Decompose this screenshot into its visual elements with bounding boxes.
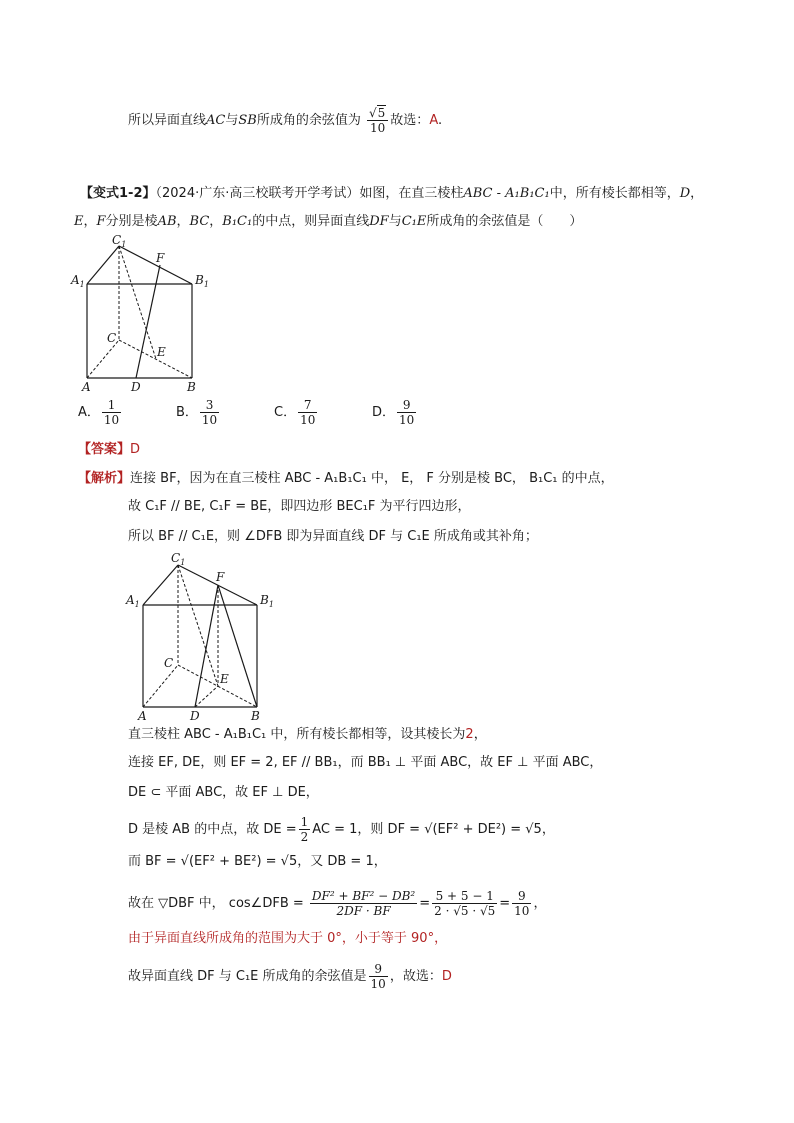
choice: A — [429, 113, 438, 128]
prev-answer-line — [128, 106, 442, 135]
label-c: C — [107, 331, 117, 345]
option-key: D． — [372, 405, 396, 420]
den: 10 — [103, 413, 120, 427]
analysis-line-9 — [128, 889, 546, 918]
num: 9 — [512, 889, 531, 904]
num: DF² + BF² − DB² — [311, 889, 416, 903]
analysis-line-7 — [128, 815, 555, 844]
math-e: E — [74, 214, 84, 229]
fraction-cosine-values — [432, 889, 497, 918]
label-b1: $B_1$ — [195, 273, 209, 289]
math-prism: ABC - A₁B₁C₁ — [463, 186, 550, 201]
edge-ac — [143, 665, 178, 707]
num: 1 — [300, 815, 309, 829]
fraction-sqrt5-over-10: $\frac{√5}{10}$ — [367, 106, 388, 135]
analysis-line-11 — [128, 962, 452, 991]
label-d: D — [131, 380, 141, 394]
math-sb: SB — [238, 113, 257, 128]
den: 10 — [399, 413, 415, 427]
text: 故 C₁F // BE, C₁F = BE，即四边形 BEC₁F 为平行四边形， — [128, 499, 471, 514]
fraction-result — [512, 889, 531, 918]
label-b1: $B_1$ — [260, 593, 274, 609]
text: 如图，在直三棱柱 — [359, 186, 464, 201]
edge-a1c1 — [143, 565, 178, 605]
option-key: C． — [274, 405, 297, 420]
option-b[interactable] — [176, 398, 221, 427]
text: ， — [209, 214, 223, 229]
option-key: B． — [176, 405, 198, 420]
label-c: C — [164, 656, 174, 670]
label-a1: $A_1$ — [126, 593, 140, 609]
edge-cb — [119, 340, 192, 378]
analysis-tag: 【解析】 — [78, 471, 131, 486]
edge-length: 2 — [465, 727, 474, 742]
den: 2 — [300, 830, 309, 844]
analysis-line-5 — [128, 753, 602, 773]
text: ， — [83, 214, 97, 229]
label-a1: $A_1$ — [71, 273, 85, 289]
answer-tag: 【答案】 — [78, 442, 131, 457]
option-fraction — [397, 398, 416, 427]
option-fraction — [298, 398, 317, 427]
text: = — [499, 896, 511, 911]
math-d: D — [679, 186, 691, 201]
text: 中，所有棱长都相等， — [549, 186, 680, 201]
den: 2DF · BF — [336, 904, 391, 918]
final-choice: D — [441, 969, 452, 984]
label-e: E — [157, 345, 166, 359]
label-c1: $C_1$ — [171, 551, 186, 567]
option-key: A． — [78, 405, 100, 420]
text: ， — [176, 214, 190, 229]
text: 由于异面直线所成角的范围为大于 0°，小于等于 90°， — [128, 931, 448, 946]
math-ac: AC — [206, 113, 226, 128]
text: DE ⊂ 平面 ABC，故 EF ⊥ DE， — [128, 785, 319, 800]
math-df: DF — [369, 214, 389, 229]
text: 分别是棱 — [105, 214, 158, 229]
option-fraction — [200, 398, 219, 427]
num: 9 — [397, 398, 416, 413]
analysis-line-6 — [128, 783, 319, 803]
segment-df — [136, 265, 160, 378]
text: ，故选： — [389, 969, 442, 984]
math-c1e: C₁E — [401, 214, 427, 229]
text: 与 — [225, 113, 239, 128]
text: 故在 ▽DBF 中， cos∠DFB = — [128, 896, 304, 911]
problem-line-1 — [80, 184, 703, 204]
den: 10 — [370, 121, 386, 135]
analysis-line-1 — [78, 469, 614, 489]
edge-ac — [87, 340, 119, 378]
label-c1: $C_1$ — [112, 233, 127, 249]
den: 2 · √5 · √5 — [434, 904, 496, 918]
problem-line-2 — [74, 212, 582, 232]
fraction-half — [299, 815, 311, 844]
text: 故异面直线 DF 与 C₁E 所成角的余弦值是 — [128, 969, 367, 984]
prism-figure-1 — [70, 232, 210, 394]
analysis-line-3 — [128, 527, 538, 547]
label-b: B — [187, 380, 196, 394]
text: ， — [473, 727, 487, 742]
label-a: A — [82, 380, 91, 394]
text: 而 BF = √(EF² + BE²) = √5，又 DB = 1， — [128, 854, 387, 869]
text: 直三棱柱 ABC - A₁B₁C₁ 中，所有棱长都相等，设其棱长为 — [128, 727, 466, 742]
text: 的中点，则异面直线 — [252, 214, 370, 229]
fraction-cosine-formula — [310, 889, 417, 918]
num: 5 + 5 − 1 — [432, 889, 497, 904]
text: 连接 BF，因为在直三棱柱 ABC - A₁B₁C₁ 中， E， F 分别是棱 BC， B₁C₁ 的中点， — [130, 471, 614, 486]
label-f: F — [156, 251, 165, 265]
text: 所成角的余弦值为 — [256, 113, 361, 128]
option-c[interactable] — [274, 398, 319, 427]
text: 所以异面直线 — [128, 113, 207, 128]
label-b: B — [251, 709, 260, 722]
den: 10 — [370, 977, 386, 991]
label-a: A — [138, 709, 147, 722]
option-fraction — [102, 398, 121, 427]
analysis-line-2 — [128, 497, 471, 517]
text: 与 — [388, 214, 402, 229]
analysis-line-10 — [128, 929, 447, 949]
text: 连接 EF, DE，则 EF = 2, EF // BB₁，而 BB₁ ⊥ 平面 ABC，故 EF ⊥ 平面 ABC， — [128, 755, 603, 770]
math-bc: BC — [189, 214, 210, 229]
problem-source: （2024·广东·高三校联考开学考试） — [155, 186, 360, 201]
text: D 是棱 AB 的中点，故 DE = — [128, 822, 297, 837]
option-a[interactable] — [78, 398, 123, 427]
label-d: D — [190, 709, 200, 722]
fraction-final — [369, 962, 388, 991]
text: ， — [533, 896, 547, 911]
problem-tag: 【变式1-2】 — [80, 186, 156, 201]
den: 10 — [300, 413, 316, 427]
den: 10 — [514, 904, 530, 918]
math-b1c1: B₁C₁ — [222, 214, 253, 229]
text: ， — [690, 186, 704, 201]
analysis-line-8 — [128, 852, 387, 872]
num: 1 — [102, 398, 121, 413]
segment-bf — [218, 585, 257, 707]
num: 3 — [200, 398, 219, 413]
edge-a1c1 — [87, 246, 119, 284]
text: 所以 BF // C₁E，则 ∠DFB 即为异面直线 DF 与 C₁E 所成角或其补角； — [128, 529, 538, 544]
text: 所成角的余弦值是（ ） — [426, 214, 583, 229]
text: . — [437, 113, 443, 128]
num: 5 — [377, 106, 386, 120]
label-f: F — [216, 570, 225, 584]
text: AC = 1，则 DF = √(EF² + DE²) = √5， — [312, 822, 555, 837]
analysis-line-4 — [128, 725, 487, 745]
option-d[interactable] — [372, 398, 418, 427]
text: = — [419, 896, 431, 911]
text: 故选： — [390, 113, 430, 128]
label-e: E — [220, 672, 229, 686]
num: 9 — [369, 962, 388, 977]
num: 7 — [298, 398, 317, 413]
math-f: F — [96, 214, 106, 229]
prism-figure-2 — [124, 550, 284, 722]
answer-line — [78, 440, 140, 460]
answer-value: D — [130, 442, 141, 457]
den: 10 — [201, 413, 218, 427]
math-ab: AB — [157, 214, 177, 229]
